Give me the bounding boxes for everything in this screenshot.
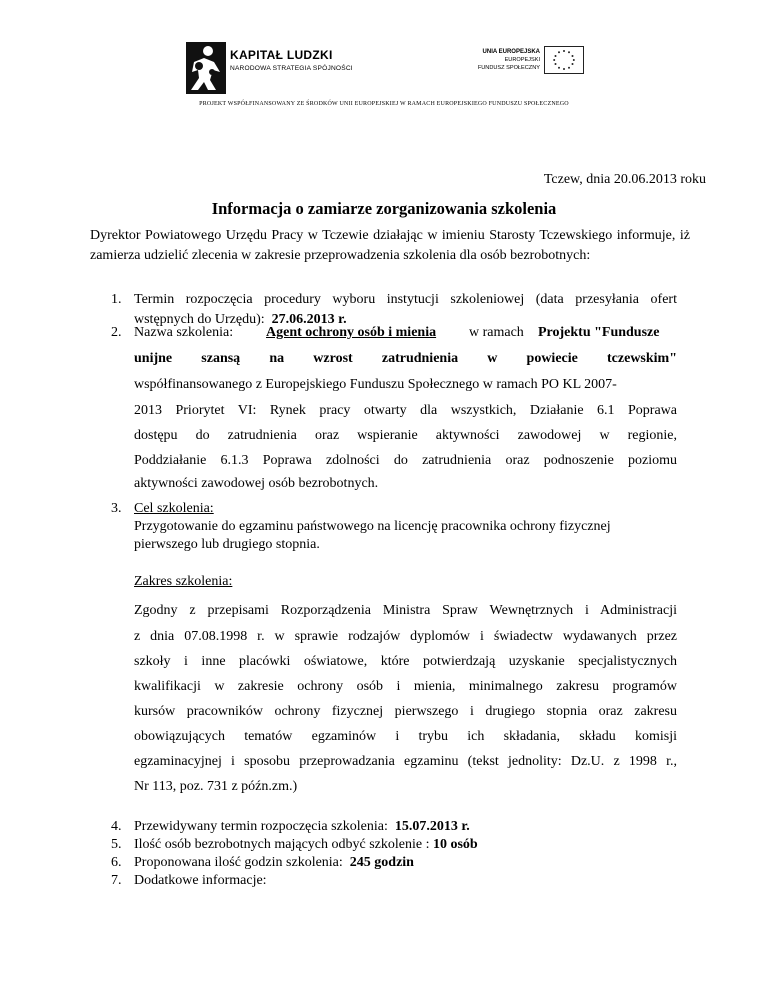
item-1-label: wstępnych do Urzędu): bbox=[134, 312, 265, 327]
scope-heading: Zakres szkolenia: bbox=[134, 574, 233, 589]
item-2-line-4: 2013 Priorytet VI: Rynek pracy otwarty dla wszystkich, Działanie 6.1 Poprawa bbox=[134, 403, 677, 418]
scope-line-7: egzaminacyjnej i sposobu przeprowadzania egzaminu (tekst jednolity: Dz.U. z 1998 r., bbox=[134, 754, 677, 769]
scope-line-3: szkoły i inne placówki oświatowe, które potwierdzają uzyskanie specjalistycznych bbox=[134, 654, 677, 669]
project-name-part-2: unijne szansą na wzrost zatrudnienia w powiecie tczewskim" bbox=[134, 351, 677, 366]
intro-paragraph: Dyrektor Powiatowego Urzędu Pracy w Tczewie działając w imieniu Starosty Tczewskiego informuje, iż zamierza udzielić zlecenia w zakresie przeprowadzenia szkolenia dla osób bezrobotnych: bbox=[90, 228, 690, 263]
eu-line-3: FUNDUSZ SPOŁECZNY bbox=[477, 65, 540, 71]
eu-line-1: UNIA EUROPEJSKA bbox=[482, 49, 540, 55]
scope-line-8: Nr 113, poz. 731 z późn.zm.) bbox=[134, 779, 298, 794]
scope-line-5: kursów pracowników ochrony fizycznej pierwszego i drugiego stopnia oraz zakresu bbox=[134, 704, 677, 719]
item-5-line bbox=[134, 837, 478, 853]
project-name-part-1: Projektu "Fundusze bbox=[538, 325, 660, 340]
item-5-number: 5. bbox=[111, 837, 122, 852]
item-7-label: Dodatkowe informacje: bbox=[134, 873, 267, 888]
item-2-line-6: Poddziałanie 6.1.3 Poprawa zdolności do zatrudnienia oraz podnoszenie poziomu bbox=[134, 453, 677, 468]
item-2-line-7: aktywności zawodowej osób bezrobotnych. bbox=[134, 476, 379, 491]
eu-flag-icon bbox=[544, 46, 584, 74]
item-1-date: 27.06.2013 r. bbox=[271, 312, 347, 327]
participants-count: 10 osób bbox=[432, 837, 478, 852]
item-6-number: 6. bbox=[111, 855, 122, 870]
item-4-number: 4. bbox=[111, 819, 122, 834]
scope-line-6: obowiązujących tematów egzaminów i trybu ich składania, składu komisji bbox=[134, 729, 677, 744]
item-2-number: 2. bbox=[111, 325, 122, 340]
goal-heading: Cel szkolenia: bbox=[134, 501, 214, 516]
eu-logo bbox=[476, 44, 584, 78]
item-6-line bbox=[134, 855, 414, 871]
scope-line-2: z dnia 07.08.1998 r. w sprawie rodzajów dyplomów i świadectw wydawanych przez bbox=[134, 629, 677, 644]
item-2-w-ramach: w ramach bbox=[469, 325, 524, 340]
scope-line-1: Zgodny z przepisami Rozporządzenia Ministra Spraw Wewnętrznych i Administracji bbox=[134, 603, 677, 618]
item-6-label: Proponowana ilość godzin szkolenia: bbox=[134, 855, 343, 870]
training-hours: 245 godzin bbox=[349, 855, 414, 870]
item-2-label: Nazwa szkolenia: bbox=[134, 325, 234, 340]
goal-line-1: Przygotowanie do egzaminu państwowego na licencję pracownika ochrony fizycznej bbox=[134, 519, 611, 534]
scope-line-4: kwalifikacji w zakresie ochrony osób i mienia, minimalnego zakresu programów bbox=[134, 679, 677, 694]
goal-line-2: pierwszego lub drugiego stopnia. bbox=[134, 537, 320, 552]
kapital-ludzki-title: KAPITAŁ LUDZKI bbox=[230, 48, 333, 62]
item-4-label: Przewidywany termin rozpoczęcia szkolenia: bbox=[134, 819, 388, 834]
eu-line-2: EUROPEJSKI bbox=[504, 57, 540, 63]
eu-logo-text bbox=[476, 48, 540, 72]
item-4-line bbox=[134, 819, 470, 835]
item-1-number: 1. bbox=[111, 292, 122, 307]
document-date: Tczew, dnia 20.06.2013 roku bbox=[543, 172, 706, 187]
kapital-ludzki-emblem-icon bbox=[186, 42, 226, 94]
item-7-number: 7. bbox=[111, 873, 122, 888]
item-2-line-3: współfinansowanego z Europejskiego Funduszu Społecznego w ramach PO KL 2007- bbox=[134, 377, 617, 392]
kapital-ludzki-subtitle: NARODOWA STRATEGIA SPÓJNOŚCI bbox=[230, 65, 353, 72]
kapital-ludzki-logo bbox=[186, 42, 376, 94]
item-3-number: 3. bbox=[111, 501, 122, 516]
item-5-label: Ilość osób bezrobotnych mających odbyć szkolenie : bbox=[134, 837, 430, 852]
project-cofinancing-line: PROJEKT WSPÓŁFINANSOWANY ZE ŚRODKÓW UNII EUROPEJSKIEJ W RAMACH EUROPEJSKIEGO FUNDUSZU SPOŁECZNEGO bbox=[199, 101, 569, 107]
document-title: Informacja o zamiarze zorganizowania szkolenia bbox=[211, 199, 557, 218]
item-1-line-1: Termin rozpoczęcia procedury wyboru instytucji szkoleniowej (data przesyłania ofert bbox=[134, 292, 677, 307]
training-name: Agent ochrony osób i mienia bbox=[266, 325, 437, 340]
item-2-line-5: dostępu do zatrudnienia oraz wspieranie aktywności zawodowej w regionie, bbox=[134, 428, 677, 443]
training-start-date: 15.07.2013 r. bbox=[394, 819, 470, 834]
